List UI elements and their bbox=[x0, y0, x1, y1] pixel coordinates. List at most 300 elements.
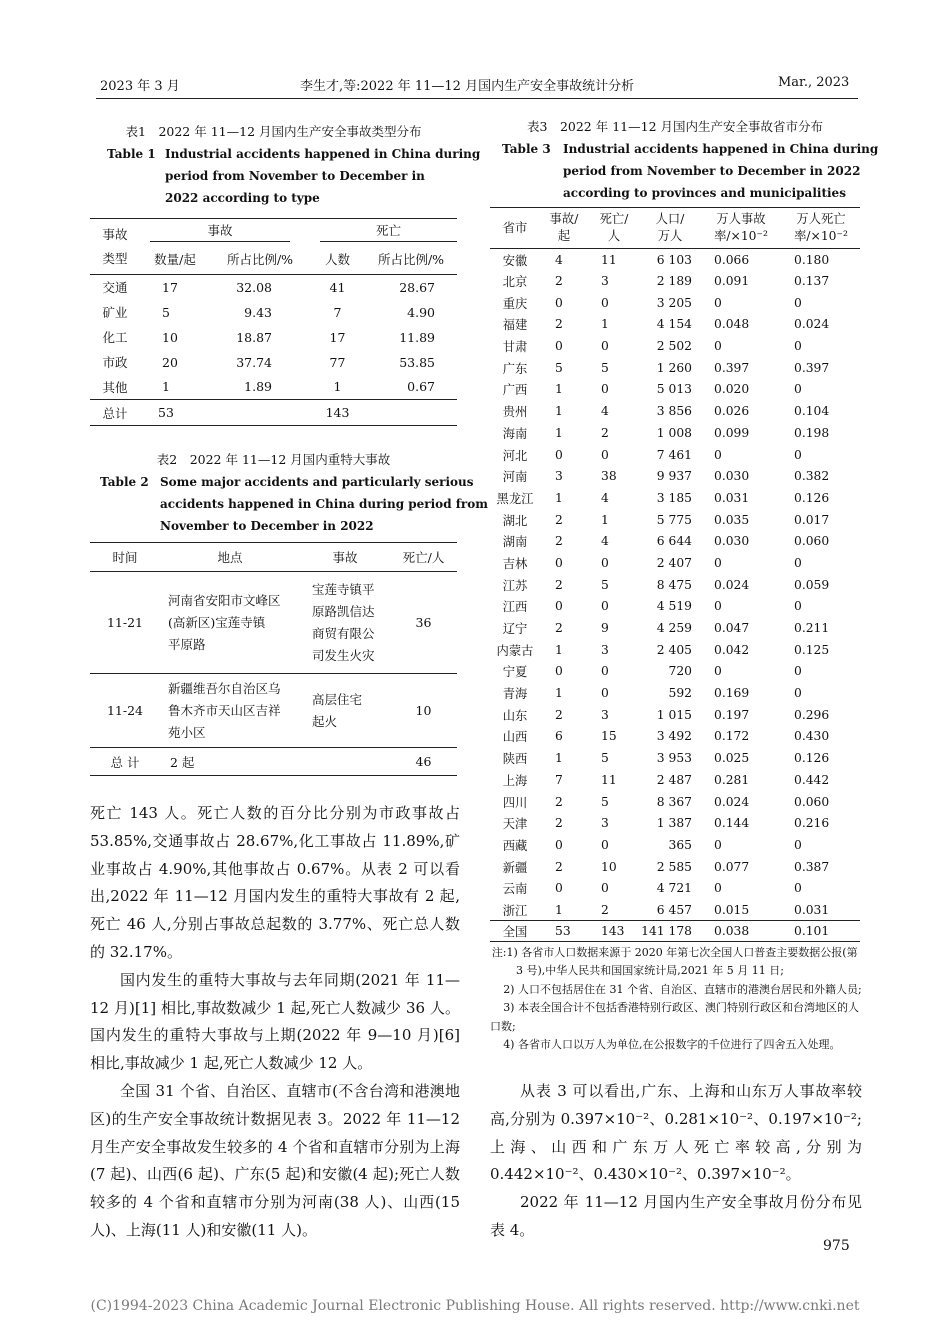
table3-cell-population: 6 103 bbox=[656, 252, 692, 267]
table3-caption bbox=[490, 116, 879, 204]
table1-cell-pct: 37.74 bbox=[236, 354, 272, 370]
table1-cell-death-pct: 28.67 bbox=[399, 279, 435, 295]
table3-cell-death-rate: 0 bbox=[794, 382, 802, 397]
table3-cell-accident-rate: 0.066 bbox=[714, 252, 750, 267]
table-row bbox=[490, 596, 860, 618]
table3-cell-death-rate: 0.126 bbox=[794, 490, 830, 505]
table3-head-line: 省市 bbox=[502, 220, 528, 235]
table1-cell-count: 1 bbox=[162, 379, 170, 395]
table3-head-line: 人口/ bbox=[655, 212, 685, 226]
table1-total-deaths: 143 bbox=[325, 405, 350, 420]
table2-place-line: 新疆维吾尔自治区乌 bbox=[168, 680, 281, 696]
table-row bbox=[490, 249, 860, 271]
header-title: 李生才,等:2022 年 11—12 月国内生产安全事故统计分析 bbox=[300, 79, 635, 94]
table3-cell-deaths: 11 bbox=[601, 772, 617, 787]
table3-cell-death-rate: 0 bbox=[794, 555, 802, 570]
table3-cell-accidents: 4 bbox=[555, 252, 563, 267]
table1-cell-death-pct: 0.67 bbox=[407, 379, 435, 395]
table-row bbox=[490, 292, 860, 314]
table1-total-label: 总计 bbox=[102, 405, 128, 421]
paragraph: 从表 3 可以看出,广东、上海和山东万人事故率较高,分别为 0.397×10⁻²、0.281×10⁻²、0.197×10⁻²;上海、山西和广东万人死亡率较高,分别为 0.442×10⁻²、0.430×10⁻²、0.397×10⁻²。 bbox=[490, 1082, 862, 1184]
table1-cell-count: 10 bbox=[162, 329, 178, 345]
table3-cell-accidents: 2 bbox=[555, 621, 563, 636]
table3-cell-accident-rate: 0 bbox=[714, 664, 722, 679]
table3-cell-death-rate: 0.060 bbox=[794, 534, 830, 549]
header-date-en: Mar., 2023 bbox=[778, 75, 850, 90]
table-row bbox=[490, 617, 860, 639]
left-body-text bbox=[90, 800, 460, 1245]
table3-cell-deaths: 5 bbox=[601, 751, 609, 766]
table2-head: 地点 bbox=[217, 550, 243, 565]
table3-note: 注:1) 各省市人口数据来源于 2020 年第七次全国人口普查主要数据公报(第 3 号),中华人民共和国国家统计局,2021 年 5 月 11 日; bbox=[491, 946, 858, 978]
table-row bbox=[490, 856, 860, 878]
table3-cell-province: 广东 bbox=[502, 361, 528, 376]
table3-cell-population: 7 461 bbox=[656, 447, 692, 462]
table3-cell-accident-rate: 0.026 bbox=[714, 404, 750, 419]
table3-cell-accident-rate: 0 bbox=[714, 555, 722, 570]
table3-head-line: 万人事故 bbox=[716, 212, 766, 226]
table3-cell-province: 江西 bbox=[502, 600, 528, 615]
table-row bbox=[490, 769, 860, 791]
table3-cell-accident-rate: 0.077 bbox=[714, 859, 750, 874]
table2-place-line: (高新区)宝莲寺镇 bbox=[168, 614, 266, 630]
page-number: 975 bbox=[823, 1238, 850, 1254]
table2-caption-en-line: Some major accidents and particularly serious bbox=[160, 475, 474, 489]
table1-cell-count: 20 bbox=[162, 354, 178, 370]
table3-cell-accident-rate: 0 bbox=[714, 837, 722, 852]
table3-cell-accidents: 1 bbox=[555, 382, 563, 397]
table2-total-count: 2 起 bbox=[170, 754, 195, 770]
table3-head-line: 死亡/ bbox=[599, 212, 629, 226]
table1-caption-en-line: Industrial accidents happened in China during bbox=[165, 147, 481, 161]
table3-cell-accident-rate: 0.015 bbox=[714, 902, 750, 917]
table3-caption-en-line: Industrial accidents happened in China during bbox=[563, 142, 879, 156]
table-row bbox=[490, 335, 860, 357]
table3-cell-accidents: 0 bbox=[555, 447, 563, 462]
table3-cell-population: 5 775 bbox=[656, 512, 692, 527]
table3-cell-province: 上海 bbox=[502, 773, 528, 788]
table2-head: 死亡/人 bbox=[402, 550, 445, 565]
table3-cell-population: 2 407 bbox=[656, 555, 692, 570]
paragraph: 全国 31 个省、自治区、直辖市(不含台湾和港澳地区)的生产安全事故统计数据见表 3。2022 年 11—12 月生产安全事故发生较多的 4 个省和直辖市分别为上海(7 起)、山西(6 起)、广东(5 起)和安徽(4 起);死亡人数较多的 4 个省和直辖市分别为河南(38 人)、山西(15 人)、上海(11 人)和安徽(11 人)。 bbox=[90, 1081, 460, 1239]
table-row bbox=[490, 400, 860, 422]
table3-cell-province: 新疆 bbox=[502, 860, 528, 875]
table3-cell-deaths: 4 bbox=[601, 534, 609, 549]
table3-cell-accident-rate: 0.091 bbox=[714, 274, 750, 289]
table3-cell-accidents: 2 bbox=[555, 274, 563, 289]
table3-cell-death-rate: 0.101 bbox=[794, 924, 830, 939]
table3-cell-deaths: 0 bbox=[601, 382, 609, 397]
table3-cell-accident-rate: 0.047 bbox=[714, 621, 750, 636]
table3-cell-population: 720 bbox=[668, 664, 692, 679]
table3-cell-accidents: 1 bbox=[555, 425, 563, 440]
table2-caption-en-line: November to December in 2022 bbox=[160, 519, 374, 533]
table1-cell-type: 矿业 bbox=[102, 305, 128, 320]
table2-cell-deaths: 36 bbox=[415, 615, 432, 630]
table3-cell-accidents: 2 bbox=[555, 794, 563, 809]
table3-cell-accident-rate: 0.172 bbox=[714, 729, 750, 744]
table3-cell-population: 3 856 bbox=[656, 404, 692, 419]
table3-caption-cn: 表3 2022 年 11—12 月国内生产安全事故省市分布 bbox=[527, 119, 823, 134]
table3-cell-population: 4 721 bbox=[656, 881, 692, 896]
table3-cell-deaths: 0 bbox=[601, 555, 609, 570]
table3-cell-deaths: 0 bbox=[601, 447, 609, 462]
table3-cell-province: 全国 bbox=[502, 925, 528, 940]
table-row bbox=[490, 357, 860, 379]
table3-cell-deaths: 3 bbox=[601, 642, 609, 657]
table3-cell-province: 山东 bbox=[502, 708, 528, 723]
table2-cell-place bbox=[160, 572, 300, 674]
table3-cell-death-rate: 0.387 bbox=[794, 859, 830, 874]
table3-cell-deaths: 5 bbox=[601, 794, 609, 809]
table1-cell-type: 其他 bbox=[102, 379, 128, 395]
table3-cell-deaths: 0 bbox=[601, 881, 609, 896]
table3-cell-province: 宁夏 bbox=[502, 665, 528, 680]
table3-cell-accident-rate: 0.025 bbox=[714, 751, 750, 766]
table-row bbox=[490, 834, 860, 856]
table3-cell-accident-rate: 0.020 bbox=[714, 382, 750, 397]
table3-cell-deaths: 10 bbox=[601, 859, 617, 874]
table3-cell-accident-rate: 0.397 bbox=[714, 360, 750, 375]
table3-cell-accidents: 2 bbox=[555, 859, 563, 874]
table1-cell-count: 5 bbox=[162, 304, 170, 320]
table3-cell-death-rate: 0.198 bbox=[794, 425, 830, 440]
table-row bbox=[490, 422, 860, 444]
table2-event-line: 宝莲寺镇平 bbox=[312, 581, 375, 597]
table3-cell-death-rate: 0 bbox=[794, 686, 802, 701]
table3-cell-province: 福建 bbox=[502, 318, 528, 333]
table3-cell-accident-rate: 0.144 bbox=[714, 816, 750, 831]
table3-cell-death-rate: 0.017 bbox=[794, 512, 830, 527]
table3-cell-population: 1 260 bbox=[656, 360, 692, 375]
table3-cell-province: 陕西 bbox=[502, 752, 528, 767]
table3-cell-province: 北京 bbox=[502, 275, 528, 290]
table3-cell-deaths: 2 bbox=[601, 425, 609, 440]
table-row bbox=[490, 747, 860, 769]
header-date: 2023 年 3 月 bbox=[100, 79, 180, 94]
table3-cell-province: 广西 bbox=[502, 383, 528, 398]
table3-cell-accidents: 0 bbox=[555, 881, 563, 896]
table3-cell-population: 2 405 bbox=[656, 642, 692, 657]
table1-head-accident: 事故 bbox=[150, 221, 290, 242]
table3-cell-deaths: 1 bbox=[601, 317, 609, 332]
table-row bbox=[490, 791, 860, 813]
table3-caption-en-line: according to provinces and municipalities bbox=[563, 186, 846, 200]
table-row bbox=[90, 275, 457, 300]
table3-cell-accident-rate: 0.024 bbox=[714, 577, 750, 592]
table3-cell-death-rate: 0.382 bbox=[794, 469, 830, 484]
table3-cell-province: 湖北 bbox=[502, 513, 528, 528]
table3-cell-accidents: 53 bbox=[555, 924, 571, 939]
table3-cell-accidents: 7 bbox=[555, 772, 563, 787]
copyright-footer: (C)1994-2023 China Academic Journal Electronic Publishing House. All rights reserved. http://www.cnki.net bbox=[90, 1298, 860, 1314]
table3-cell-deaths: 0 bbox=[601, 664, 609, 679]
table1-cell-pct: 9.43 bbox=[244, 304, 272, 320]
table3-cell-accidents: 0 bbox=[555, 339, 563, 354]
table2 bbox=[90, 542, 457, 776]
table2-event-line: 司发生火灾 bbox=[312, 647, 375, 663]
table3-cell-death-rate: 0.024 bbox=[794, 317, 830, 332]
table3-cell-death-rate: 0 bbox=[794, 599, 802, 614]
table3-cell-accidents: 0 bbox=[555, 555, 563, 570]
table3-cell-death-rate: 0.442 bbox=[794, 772, 830, 787]
table3-cell-accident-rate: 0.099 bbox=[714, 425, 750, 440]
table2-caption-cn: 表2 2022 年 11—12 月国内重特大事故 bbox=[156, 452, 391, 467]
table2-total-label: 总 计 bbox=[110, 754, 140, 770]
table-row bbox=[490, 574, 860, 596]
table-row bbox=[490, 552, 860, 574]
table3-cell-deaths: 0 bbox=[601, 339, 609, 354]
table3-cell-accidents: 5 bbox=[555, 360, 563, 375]
table3-cell-death-rate: 0.211 bbox=[794, 621, 830, 636]
table3-head-line: 事故/ bbox=[549, 212, 579, 226]
table3-head-line: 起 bbox=[557, 229, 571, 243]
table3-cell-accident-rate: 0.042 bbox=[714, 642, 750, 657]
table3-cell-deaths: 4 bbox=[601, 404, 609, 419]
table3-cell-province: 河北 bbox=[502, 448, 528, 463]
table3-cell-deaths: 0 bbox=[601, 295, 609, 310]
table3-cell-death-rate: 0 bbox=[794, 837, 802, 852]
table3-cell-accidents: 2 bbox=[555, 534, 563, 549]
table3-cell-population: 1 008 bbox=[656, 425, 692, 440]
table3-head bbox=[640, 208, 700, 249]
table3-cell-province: 青海 bbox=[502, 687, 528, 702]
table3-cell-population: 3 185 bbox=[656, 490, 692, 505]
table1-cell-type: 市政 bbox=[102, 355, 128, 370]
table-row bbox=[90, 300, 457, 325]
table3-cell-death-rate: 0 bbox=[794, 664, 802, 679]
table3-cell-deaths: 5 bbox=[601, 360, 609, 375]
header-rule bbox=[96, 98, 858, 99]
table2-cell-event bbox=[300, 674, 390, 748]
table3-note: 4) 各省市人口以万人为单位,在公报数字的千位进行了四舍五入处理。 bbox=[503, 1038, 841, 1052]
table3-cell-province: 天津 bbox=[502, 817, 528, 832]
table3-cell-province: 湖南 bbox=[502, 535, 528, 550]
table-row bbox=[490, 661, 860, 683]
table3-cell-population: 141 178 bbox=[641, 924, 692, 939]
table3-cell-population: 1 387 bbox=[656, 816, 692, 831]
table3-cell-province: 河南 bbox=[502, 470, 528, 485]
table3-cell-deaths: 3 bbox=[601, 274, 609, 289]
table3-cell-deaths: 2 bbox=[601, 902, 609, 917]
table3 bbox=[490, 207, 860, 942]
table3-cell-accidents: 2 bbox=[555, 317, 563, 332]
table-row bbox=[90, 375, 457, 400]
table3-cell-accidents: 2 bbox=[555, 707, 563, 722]
table2-place-line: 河南省安阳市文峰区 bbox=[168, 592, 281, 608]
table2-place-line: 鲁木齐市天山区吉祥 bbox=[168, 702, 281, 718]
table2-cell-event bbox=[300, 572, 390, 674]
table3-cell-death-rate: 0.126 bbox=[794, 751, 830, 766]
table-row bbox=[490, 704, 860, 726]
table3-cell-population: 2 487 bbox=[656, 772, 692, 787]
table3-cell-population: 6 644 bbox=[656, 534, 692, 549]
table3-cell-accidents: 0 bbox=[555, 664, 563, 679]
table3-caption-label: Table 3 bbox=[502, 142, 551, 156]
right-body-text bbox=[490, 1078, 862, 1245]
table-row bbox=[490, 899, 860, 921]
paragraph: 死亡 143 人。死亡人数的百分比分别为市政事故占 53.85%,交通事故占 28.67%,化工事故占 11.89%,矿业事故占 4.90%,其他事故占 0.67%。从表 2 可以看出,2022 年 11—12 月国内发生的重特大事故有 2 起,死亡 46 人,分别占事故总起数的 3.77%、死亡总人数的 32.17%。 bbox=[90, 804, 460, 961]
table2-place-line: 苑小区 bbox=[168, 724, 206, 740]
table-row bbox=[90, 572, 457, 674]
table1-total-count: 53 bbox=[158, 405, 174, 420]
table3-cell-accident-rate: 0 bbox=[714, 881, 722, 896]
table1-head: 事故 bbox=[102, 226, 128, 242]
table3-cell-population: 592 bbox=[668, 686, 692, 701]
table2-caption-label: Table 2 bbox=[100, 475, 149, 489]
table3-cell-death-rate: 0.104 bbox=[794, 404, 830, 419]
table3-head-line: 率/×10⁻² bbox=[714, 229, 768, 243]
table3-cell-death-rate: 0.031 bbox=[794, 902, 830, 917]
table3-cell-accident-rate: 0.197 bbox=[714, 707, 750, 722]
table1-cell-deaths: 41 bbox=[329, 279, 346, 295]
table3-cell-population: 5 013 bbox=[656, 382, 692, 397]
table3-note: 3) 本表全国合计不包括香港特别行政区、澳门特别行政区和台湾地区的人口数; bbox=[490, 1001, 859, 1033]
table3-cell-deaths: 9 bbox=[601, 621, 609, 636]
table1-subhead: 数量/起 bbox=[154, 252, 196, 268]
table1-cell-type: 交通 bbox=[102, 280, 128, 296]
table3-cell-province: 云南 bbox=[502, 882, 528, 897]
table3-cell-accidents: 1 bbox=[555, 490, 563, 505]
table2-caption-en-line: accidents happened in China during period from bbox=[160, 497, 488, 511]
table1-subhead: 所占比例/% bbox=[377, 252, 445, 268]
table2-head: 时间 bbox=[112, 550, 138, 565]
table3-cell-death-rate: 0 bbox=[794, 295, 802, 310]
table3-cell-accident-rate: 0 bbox=[714, 295, 722, 310]
table3-cell-province: 贵州 bbox=[502, 405, 528, 420]
table3-cell-population: 2 502 bbox=[656, 339, 692, 354]
table3-cell-population: 4 154 bbox=[656, 317, 692, 332]
paragraph: 2022 年 11—12 月国内生产安全事故月份分布见表 4。 bbox=[490, 1193, 862, 1239]
table3-cell-death-rate: 0.125 bbox=[794, 642, 830, 657]
table3-caption-en-line: period from November to December in 2022 bbox=[563, 164, 861, 178]
table1 bbox=[90, 218, 457, 426]
table3-cell-death-rate: 0.296 bbox=[794, 707, 830, 722]
table3-cell-province: 江苏 bbox=[502, 578, 528, 593]
table3-head-line: 率/×10⁻² bbox=[794, 229, 848, 243]
table3-cell-death-rate: 0.397 bbox=[794, 360, 830, 375]
table1-caption-en-line: period from November to December in bbox=[165, 169, 425, 183]
table3-cell-accidents: 2 bbox=[555, 816, 563, 831]
table3-cell-accident-rate: 0.038 bbox=[714, 924, 750, 939]
table3-cell-deaths: 0 bbox=[601, 599, 609, 614]
table3-cell-death-rate: 0.059 bbox=[794, 577, 830, 592]
table-row bbox=[490, 639, 860, 661]
table3-cell-deaths: 11 bbox=[601, 252, 617, 267]
table3-cell-province: 海南 bbox=[502, 426, 528, 441]
table3-cell-population: 9 937 bbox=[656, 469, 692, 484]
table3-cell-death-rate: 0 bbox=[794, 339, 802, 354]
table3-cell-deaths: 4 bbox=[601, 490, 609, 505]
table3-cell-accident-rate: 0.169 bbox=[714, 686, 750, 701]
table3-cell-accident-rate: 0.281 bbox=[714, 772, 750, 787]
table3-cell-accident-rate: 0.030 bbox=[714, 469, 750, 484]
table3-cell-accident-rate: 0 bbox=[714, 447, 722, 462]
table1-cell-deaths: 17 bbox=[329, 329, 346, 345]
table2-caption bbox=[90, 449, 488, 537]
table-row bbox=[90, 325, 457, 350]
table-row bbox=[490, 530, 860, 552]
table-row bbox=[490, 379, 860, 401]
table3-cell-province: 山西 bbox=[502, 730, 528, 745]
paragraph: 国内发生的重特大事故与去年同期(2021 年 11—12 月)[1] 相比,事故数减少 1 起,死亡人数减少 36 人。国内发生的重特大事故与上期(2022 年 9—10 月)[6] 相比,事故减少 1 起,死亡人数减少 12 人。 bbox=[90, 970, 460, 1073]
table1-caption-label: Table 1 bbox=[107, 147, 156, 161]
table1-caption-en-line: 2022 according to type bbox=[165, 191, 320, 205]
table1-cell-deaths: 7 bbox=[333, 304, 342, 320]
table1-cell-death-pct: 11.89 bbox=[399, 329, 435, 345]
table2-cell-place bbox=[160, 674, 300, 748]
table3-cell-accidents: 0 bbox=[555, 837, 563, 852]
table3-head bbox=[782, 208, 860, 249]
table-row bbox=[490, 444, 860, 466]
table3-cell-accidents: 0 bbox=[555, 599, 563, 614]
table1-caption bbox=[90, 121, 481, 209]
table3-cell-accidents: 6 bbox=[555, 729, 563, 744]
table3-cell-population: 6 457 bbox=[656, 902, 692, 917]
table3-cell-accidents: 2 bbox=[555, 577, 563, 592]
table-row bbox=[490, 270, 860, 292]
table1-cell-death-pct: 53.85 bbox=[399, 354, 435, 370]
table3-cell-death-rate: 0 bbox=[794, 881, 802, 896]
table3-head bbox=[540, 208, 588, 249]
table1-head: 类型 bbox=[102, 250, 128, 266]
table1-subhead: 所占比例/% bbox=[226, 252, 294, 268]
table3-head-line: 万人 bbox=[657, 229, 683, 243]
table3-head bbox=[490, 208, 540, 249]
table3-cell-deaths: 0 bbox=[601, 686, 609, 701]
table1-cell-deaths: 77 bbox=[329, 354, 346, 370]
table3-cell-death-rate: 0.060 bbox=[794, 794, 830, 809]
table1-cell-count: 17 bbox=[162, 279, 178, 295]
table3-cell-deaths: 38 bbox=[601, 469, 617, 484]
table3-cell-population: 8 475 bbox=[656, 577, 692, 592]
table3-cell-death-rate: 0.216 bbox=[794, 816, 830, 831]
table3-cell-province: 黑龙江 bbox=[496, 491, 534, 506]
table3-cell-province: 安徽 bbox=[502, 253, 528, 268]
table3-cell-population: 3 953 bbox=[656, 751, 692, 766]
table3-cell-accidents: 0 bbox=[555, 295, 563, 310]
table-row bbox=[490, 877, 860, 899]
table3-head-line: 万人死亡 bbox=[796, 212, 846, 226]
table2-cell-date: 11-24 bbox=[106, 703, 144, 718]
table3-cell-death-rate: 0.430 bbox=[794, 729, 830, 744]
table3-cell-population: 3 492 bbox=[656, 729, 692, 744]
table-row bbox=[490, 812, 860, 834]
table3-cell-accident-rate: 0.031 bbox=[714, 490, 750, 505]
table3-cell-population: 4 259 bbox=[656, 621, 692, 636]
table3-cell-province: 吉林 bbox=[502, 556, 528, 571]
table2-event-line: 商贸有限公 bbox=[312, 625, 375, 641]
table2-cell-date: 11-21 bbox=[106, 615, 144, 630]
table3-cell-accidents: 1 bbox=[555, 902, 563, 917]
table3-cell-population: 4 519 bbox=[656, 599, 692, 614]
table3-head bbox=[588, 208, 640, 249]
table3-note: 2) 人口不包括居住在 31 个省、自治区、直辖市的港澳台居民和外籍人员; bbox=[503, 982, 862, 996]
table-row bbox=[90, 674, 457, 748]
table3-cell-province: 内蒙古 bbox=[496, 643, 534, 658]
table3-cell-death-rate: 0.137 bbox=[794, 274, 830, 289]
table3-cell-accidents: 1 bbox=[555, 642, 563, 657]
table1-cell-pct: 32.08 bbox=[236, 279, 272, 295]
table3-cell-population: 2 189 bbox=[656, 274, 692, 289]
table3-cell-accidents: 3 bbox=[555, 469, 563, 484]
table3-cell-population: 3 205 bbox=[656, 295, 692, 310]
table2-event-line: 高层住宅 bbox=[312, 691, 363, 707]
table3-cell-accident-rate: 0.030 bbox=[714, 534, 750, 549]
table1-cell-type: 化工 bbox=[102, 330, 128, 345]
table2-cell-deaths: 10 bbox=[415, 703, 432, 718]
table3-cell-accident-rate: 0.024 bbox=[714, 794, 750, 809]
